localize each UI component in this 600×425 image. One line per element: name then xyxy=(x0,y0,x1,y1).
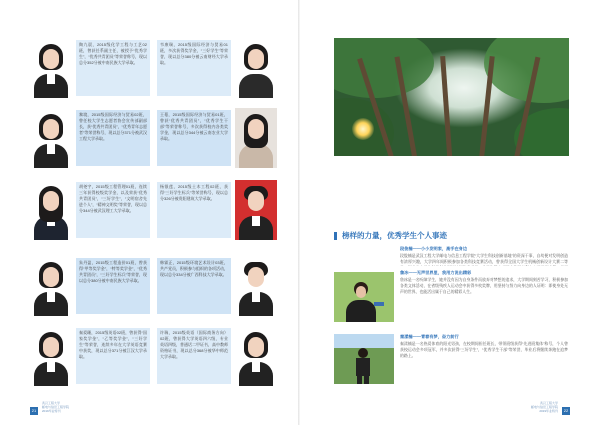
story-photo xyxy=(334,272,394,322)
student-bio: 许瑞，2015级英语（国际商务方向）02班，曾获得大学英语四六级，专业英语四级，普通话二甲证书，高中教师资格证书，现以总分368分被华中师范大学录取。 xyxy=(157,328,231,384)
student-photo xyxy=(235,108,277,168)
footer-line: 武汉工程大学 xyxy=(42,401,61,405)
student-photo xyxy=(235,38,277,98)
footer-logo-text xyxy=(42,401,69,413)
profile-card xyxy=(157,256,277,316)
footer-line: 邮电与信息工程学院 xyxy=(42,405,70,409)
section-title-bar xyxy=(334,230,569,242)
footer-line: 2019毕业特刊 xyxy=(42,409,61,413)
student-photo xyxy=(30,256,72,316)
profile-card xyxy=(30,108,150,168)
student-photo xyxy=(235,326,277,386)
story-heading: 段俊楠——小小发明家，高手在身边 xyxy=(400,246,468,251)
student-bio: 王蔓，2015级国际经济与贸易01班，曾获“优秀共青团员”，“优秀学生干部”等荣誉称号，多次获得校内各类奖学金，现以总分344分被云南农业大学录取。 xyxy=(157,110,231,166)
footer-logo-text xyxy=(531,401,558,413)
student-photo xyxy=(30,326,72,386)
student-photo xyxy=(30,38,72,98)
story-text: 段俊楠是武汉工程大学邮电与信息工程学院“大学生科技创新基地”的资深干事，自幼便对发明创造有浓厚兴趣，大学四年间积极参加各类科技竞赛活动，曾获得全国大学生机械创新设计大赛二等 xyxy=(400,253,568,264)
profile-card xyxy=(30,38,150,98)
footer-line: 武汉工程大学 xyxy=(539,401,558,405)
story-text: 詹冰是一名听障学生，她并没有因为自身条件而放弃对梦想的追求，大学期间刻苦学习，积极参加各类文体活动，在省级残疾人运动会中获得多枚奖牌，用坚持与努力向身边的人证明：即使身处无声的世界，也能活出属于自己的精彩人生。 xyxy=(400,277,568,294)
student-bio: 秦爱珊，2015级英语02班，曾获得“国家奖学金”，“乙等奖学金”，“三好学生”等荣誉，连续多年在大学英语竞赛中获奖，现以总分371分被江汉大学录取。 xyxy=(76,328,150,384)
footer-line: 2019毕业特刊 xyxy=(539,409,558,413)
profile-card xyxy=(157,108,277,168)
story-text: 秦漾楠是一名热爱体育的阳光男孩，在校期间担任班长，带领班级获得“先进班集体”称号，个人曾获校运动会多项冠军，并多次获得“三好学生”，“优秀学生干部”等荣誉，毕业后将继续奔跑在追梦的路上。 xyxy=(400,341,568,358)
student-photo xyxy=(30,108,72,168)
page-number: 21 xyxy=(31,408,37,413)
student-photo xyxy=(235,180,277,240)
title-accent xyxy=(334,232,337,240)
story-heading: 詹冰——无声世界里，我用力说出精彩 xyxy=(400,270,472,275)
profile-card xyxy=(157,326,277,386)
student-bio: 胡尧宇，2015级工程管理01班，连续三年获得校级奖学金，以及荣获“优秀共青团员”，“三好学生”，“文明宿舍先进个人”，“精神文明奖”等荣誉，现以总分344分被武汉理工大学录取。 xyxy=(76,182,150,238)
profile-card xyxy=(30,180,150,240)
profile-card xyxy=(30,256,150,316)
student-bio: 黎境，2015级国际经济与贸易02班，曾任校大学生志愿者协会宣传部副部长，获“优秀共青团员”，“优秀青年志愿者”等荣誉称号，现以总分371分被武汉工程大学录取。 xyxy=(76,110,150,166)
profile-card xyxy=(30,326,150,386)
footer-line: 邮电与信息工程学院 xyxy=(530,405,558,409)
student-photo xyxy=(235,256,277,316)
student-photo xyxy=(30,180,72,240)
student-bio: 杨银莲，2015级土木工程02班，获得“三好学生标兵”等荣誉称号，现以总分326分被贵阳建筑大学录取。 xyxy=(157,182,231,238)
profile-card xyxy=(157,38,277,98)
right-page xyxy=(300,0,600,425)
forest-photo xyxy=(334,38,569,156)
student-bio: 陶九晨，2015级化学工程与工艺02班，曾获任系副主任，被授予“优秀学生”，“优秀共青团员”等荣誉称号，现以总分352分被中南民族大学录取。 xyxy=(76,40,150,96)
student-bio: 韩霖正，2015级环境艺术设计03班，共产党员，积极参与组织的各项活动，现以总分334分被广西科技大学录取。 xyxy=(157,258,231,314)
page-number: 22 xyxy=(563,408,569,413)
story-spacer xyxy=(334,246,394,264)
section-title: 榜样的力量，优秀学生个人事迹 xyxy=(342,231,447,240)
story-photo xyxy=(334,334,394,384)
story-heading: 秦漾楠——青春有梦，奋力前行 xyxy=(400,334,459,339)
student-bio: 韦康瑞，2015级国际经济与贸易01班，多次获得奖学金，“三好学生”等荣誉，现以总分380分被云南财经大学录取。 xyxy=(157,40,231,96)
profile-card xyxy=(157,180,277,240)
student-bio: 朱丹盈，2015级工程造价01班，曾获得“甲等奖学金”，“特等奖学金”，“优秀共青团员”，“三好学生标兵”等荣誉，现以总分380分被中南民族大学录取。 xyxy=(76,258,150,314)
